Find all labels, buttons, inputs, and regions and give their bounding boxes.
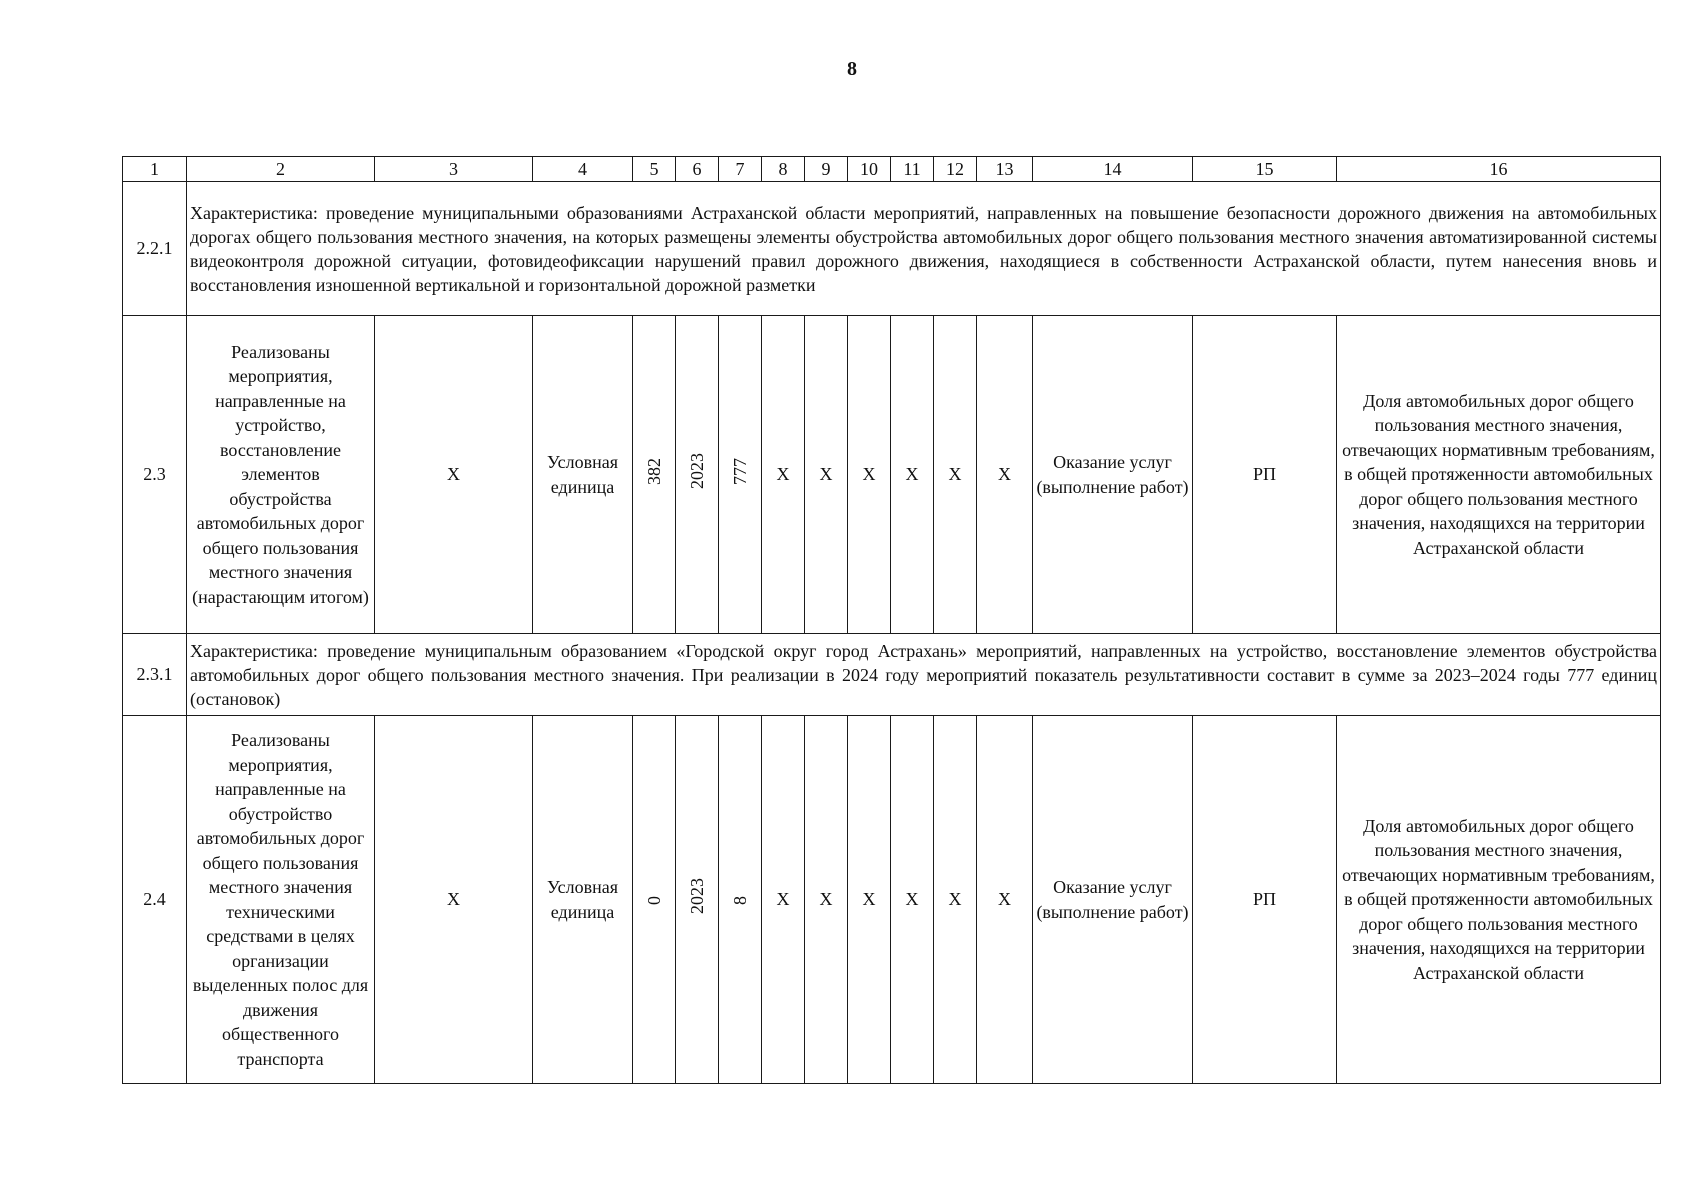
result-row: [123, 716, 1661, 1084]
col11-value: Х: [891, 316, 934, 634]
col13-value: Х: [977, 716, 1033, 1084]
column-number-header: [123, 157, 1661, 182]
measures-table: [122, 156, 1661, 1084]
col9-value: Х: [805, 716, 848, 1084]
base-year: 2023: [687, 453, 707, 490]
header-cell: 3: [375, 157, 533, 182]
header-cell: 16: [1337, 157, 1661, 182]
header-cell: 14: [1033, 157, 1193, 182]
base-year-cell: [676, 716, 719, 1084]
indicator-text: Доля автомобильных дорог общего пользования местного значения, отвечающих нормативным требованиям, в общей протяженности автомобильных дорог общего пользования местного значения, находящихся на территории Астраханской области: [1337, 716, 1661, 1084]
base-year-cell: [676, 316, 719, 634]
unit-of-measure: Условная единица: [533, 316, 633, 634]
col7-cell: [719, 716, 762, 1084]
col8-value: Х: [762, 316, 805, 634]
col10-value: Х: [848, 716, 891, 1084]
result-row: [123, 316, 1661, 634]
header-cell: 4: [533, 157, 633, 182]
characteristic-text: Характеристика: проведение муниципальными образованиями Астраханской области мероприятий, направленных на повышение безопасности дорожного движения на автомобильных дорогах общего пользования местного значения, на которых размещены элементы обустройства автомобильных дорог общего пользования местного значения автоматизированной системы видеоконтроля дорожной ситуации, фотовидеофиксации нарушений правил дорожного движения, находящиеся в собственности Астраханской области, путем нанесения вновь и восстановления изношенной вертикальной и горизонтальной дорожной разметки: [187, 182, 1661, 316]
result-type: Оказание услуг (выполнение работ): [1033, 716, 1193, 1084]
result-name: Реализованы мероприятия, направленные на устройство, восстановление элементов обустройства автомобильных дорог общего пользования местного значения (нарастающим итогом): [187, 316, 375, 634]
header-cell: 5: [633, 157, 676, 182]
row-number: 2.3: [123, 316, 187, 634]
characteristic-row: [123, 182, 1661, 316]
col12-value: Х: [934, 316, 977, 634]
col3-value: Х: [375, 716, 533, 1084]
header-cell: 2: [187, 157, 375, 182]
source-code: РП: [1193, 316, 1337, 634]
row-number: 2.3.1: [123, 634, 187, 716]
header-cell: 12: [934, 157, 977, 182]
header-cell: 11: [891, 157, 934, 182]
col7-value: 8: [730, 896, 750, 906]
base-value-cell: [633, 316, 676, 634]
page-number: 8: [847, 58, 857, 80]
col13-value: Х: [977, 316, 1033, 634]
col9-value: Х: [805, 316, 848, 634]
base-value: 0: [644, 896, 664, 906]
source-code: РП: [1193, 716, 1337, 1084]
col11-value: Х: [891, 716, 934, 1084]
row-number: 2.2.1: [123, 182, 187, 316]
col8-value: Х: [762, 716, 805, 1084]
header-cell: 7: [719, 157, 762, 182]
col7-value: 777: [730, 457, 750, 485]
result-name: Реализованы мероприятия, направленные на обустройство автомобильных дорог общего пользования местного значения техническими средствами в целях организации выделенных полос для движения общественного транспорта: [187, 716, 375, 1084]
header-cell: 8: [762, 157, 805, 182]
result-type: Оказание услуг (выполнение работ): [1033, 316, 1193, 634]
characteristic-row: [123, 634, 1661, 716]
col7-cell: [719, 316, 762, 634]
col10-value: Х: [848, 316, 891, 634]
row-number: 2.4: [123, 716, 187, 1084]
characteristic-text: Характеристика: проведение муниципальным образованием «Городской округ город Астрахань» мероприятий, направленных на устройство, восстановление элементов обустройства автомобильных дорог общего пользования местного значения. При реализации в 2024 году мероприятий показатель результативности составит в сумме за 2023–2024 годы 777 единиц (остановок): [187, 634, 1661, 716]
base-value-cell: [633, 716, 676, 1084]
base-year: 2023: [687, 878, 707, 915]
col3-value: Х: [375, 316, 533, 634]
header-cell: 1: [123, 157, 187, 182]
header-cell: 6: [676, 157, 719, 182]
indicator-text: Доля автомобильных дорог общего пользования местного значения, отвечающих нормативным требованиям, в общей протяженности автомобильных дорог общего пользования местного значения, находящихся на территории Астраханской области: [1337, 316, 1661, 634]
header-cell: 9: [805, 157, 848, 182]
header-cell: 10: [848, 157, 891, 182]
unit-of-measure: Условная единица: [533, 716, 633, 1084]
header-cell: 15: [1193, 157, 1337, 182]
col12-value: Х: [934, 716, 977, 1084]
base-value: 382: [644, 457, 664, 485]
header-cell: 13: [977, 157, 1033, 182]
